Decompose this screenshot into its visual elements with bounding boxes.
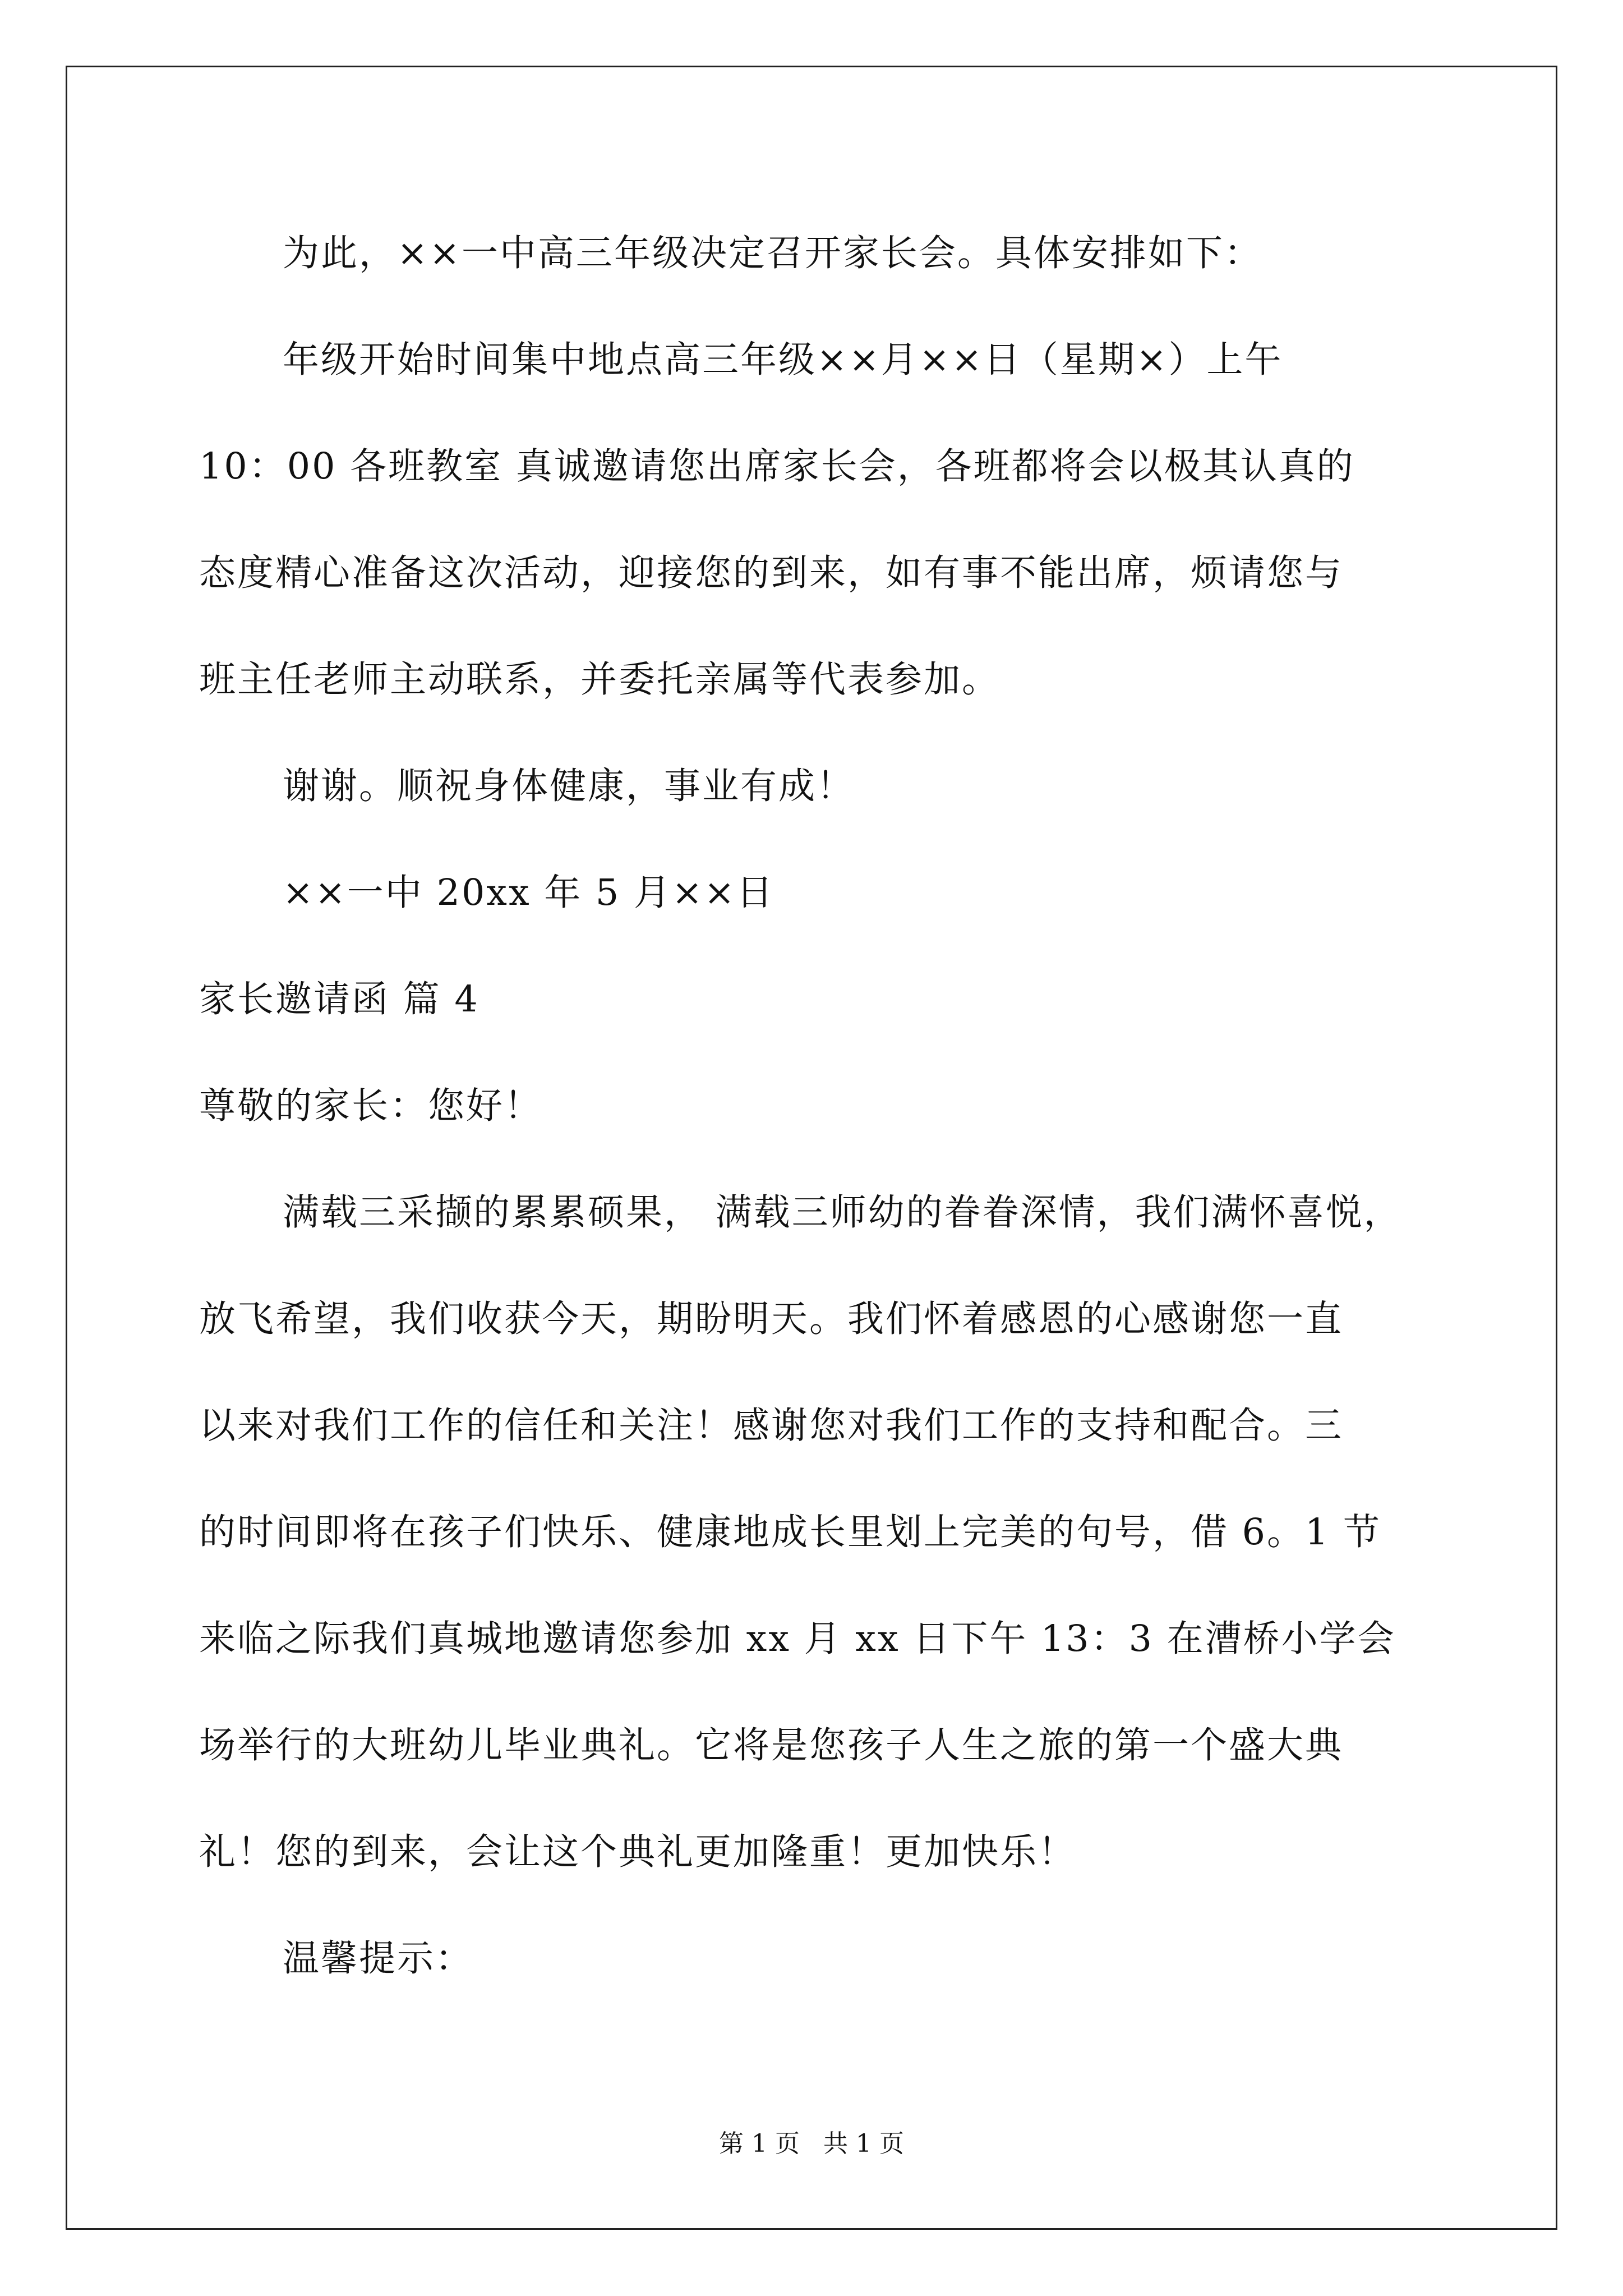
paragraph-line: 态度精心准备这次活动，迎接您的到来，如有事不能出席，烦请您与 [199, 552, 1344, 594]
paragraph-line: 的时间即将在孩子们快乐、健康地成长里划上完美的句号，借 6。1 节 [199, 1511, 1382, 1553]
salutation: 尊敬的家长：您好！ [199, 1085, 543, 1127]
section-title: 家长邀请函 篇 4 [199, 978, 479, 1020]
closing-text: 谢谢。顺祝身体健康，事业有成！ [283, 765, 855, 807]
paragraph-line: 礼！您的到来，会让这个典礼更加隆重！更加快乐！ [199, 1831, 1077, 1873]
paragraph-line: 满载三采撷的累累硕果， 满载三师幼的眷眷深情，我们满怀喜悦， [283, 1191, 1402, 1234]
paragraph-line: 年级开始时间集中地点高三年级××月××日（星期×）上午 [283, 339, 1283, 381]
paragraph-line: 以来对我们工作的信任和关注！感谢您对我们工作的支持和配合。三 [199, 1405, 1344, 1447]
paragraph-line: 班主任老师主动联系，并委托亲属等代表参加。 [199, 659, 1000, 701]
signature-date: ××一中 20xx 年 5 月××日 [283, 872, 774, 914]
paragraph-line: 来临之际我们真城地邀请您参加 xx 月 xx 日下午 13：3 在漕桥小学会 [199, 1618, 1396, 1660]
page-footer: 第 1 页 共 1 页 [719, 2129, 904, 2158]
tip-heading: 温馨提示： [283, 1938, 474, 1980]
paragraph-line: 场举行的大班幼儿毕业典礼。它将是您孩子人生之旅的第一个盛大典 [199, 1724, 1344, 1766]
paragraph-intro: 为此，××一中高三年级决定召开家长会。具体安排如下： [283, 232, 1262, 274]
paragraph-line: 放飞希望，我们收获今天，期盼明天。我们怀着感恩的心感谢您一直 [199, 1298, 1344, 1340]
paragraph-line: 10：00 各班教室 真诚邀请您出席家长会，各班都将会以极其认真的 [199, 445, 1355, 487]
page-border [66, 66, 1557, 2230]
